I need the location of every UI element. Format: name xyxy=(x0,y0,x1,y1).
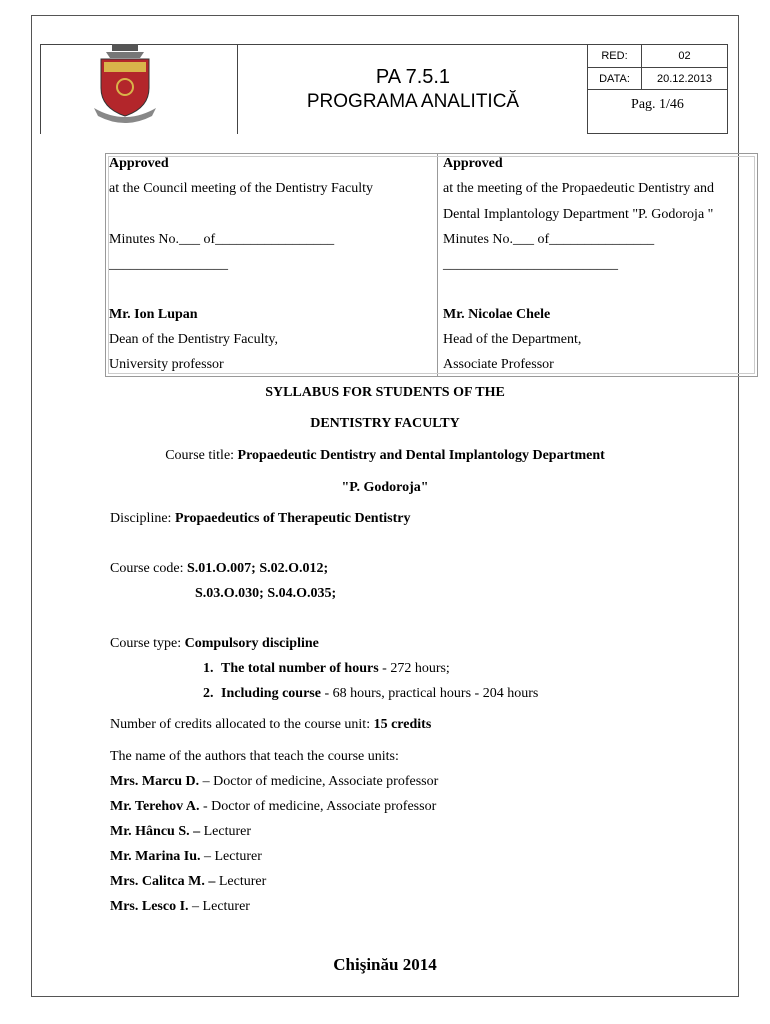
approval-left-signature-line: _________________ xyxy=(109,257,228,272)
author-item xyxy=(110,774,438,790)
data-label: DATA: xyxy=(599,73,630,85)
approval-left-name: Mr. Ion Lupan xyxy=(109,307,198,322)
author-name: Mr. Terehov A. xyxy=(110,799,200,814)
author-item xyxy=(110,799,436,815)
course-title xyxy=(31,448,739,464)
hours-item-number: 1. xyxy=(203,661,214,676)
crest-band xyxy=(104,62,146,72)
approval-right-name: Mr. Nicolae Chele xyxy=(443,307,551,322)
approvals-table xyxy=(105,153,758,377)
credits xyxy=(110,717,431,733)
author-description: - Doctor of medicine, Associate professor xyxy=(199,799,437,814)
discipline-label: Discipline: xyxy=(110,511,175,526)
approval-right-minutes: Minutes No.___ of_______________ xyxy=(443,232,655,247)
approval-right-heading: Approved xyxy=(443,156,503,171)
author-name: Mrs. Calitca M. – xyxy=(110,874,216,889)
data-value: 20.12.2013 xyxy=(656,73,713,85)
approval-right-meeting: at the meeting of the Propaedeutic Dentistry and xyxy=(443,181,714,196)
author-item xyxy=(110,849,262,865)
course-code-value1: S.01.O.007; S.02.O.012; xyxy=(186,561,329,576)
hours-item-value: - 68 hours, practical hours - 204 hours xyxy=(320,686,539,701)
hours-item-value: - 272 hours; xyxy=(378,661,450,676)
author-name: Mr. Marina Iu. xyxy=(110,849,201,864)
red-value: 02 xyxy=(678,50,691,62)
document-code: PA 7.5.1 xyxy=(375,66,451,88)
author-description: Lecturer xyxy=(200,824,252,839)
discipline xyxy=(110,511,410,527)
crest-roof xyxy=(106,52,144,58)
hours-item xyxy=(203,686,538,702)
syllabus-title-line2: DENTISTRY FACULTY xyxy=(310,416,460,431)
course-title-value: Propaedeutic Dentistry and Dental Implantology Department xyxy=(237,448,605,463)
author-description: – Lecturer xyxy=(200,849,262,864)
author-description: – Lecturer xyxy=(188,899,250,914)
author-item xyxy=(110,899,250,915)
approval-left-role: Dean of the Dentistry Faculty, xyxy=(109,332,278,347)
approval-right-role: Head of the Department, xyxy=(443,332,582,347)
course-code-label: Course code: xyxy=(110,561,187,576)
approval-left-council: at the Council meeting of the Dentistry Faculty xyxy=(109,181,373,196)
header-left-border xyxy=(40,44,41,134)
header-divider xyxy=(237,44,238,134)
author-description: Lecturer xyxy=(215,874,267,889)
author-item xyxy=(110,874,266,890)
author-name: Mrs. Lesco I. xyxy=(110,899,189,914)
course-type-value: Compulsory discipline xyxy=(184,636,319,651)
author-name: Mrs. Marcu D. xyxy=(110,774,200,789)
hours-item-label: Including course xyxy=(221,686,321,701)
approval-right-title: Associate Professor xyxy=(443,357,554,372)
page-number: Pag. 1/46 xyxy=(631,97,684,112)
hours-item-label: The total number of hours xyxy=(221,661,379,676)
course-code-value2: S.03.O.030; S.04.O.035; xyxy=(195,586,337,601)
course-title-label: Course title: xyxy=(165,448,238,463)
approvals-divider xyxy=(437,154,438,376)
course-code xyxy=(110,561,328,577)
credits-value: 15 credits xyxy=(373,717,432,732)
approval-right-signature-line: _________________________ xyxy=(443,257,618,272)
approval-right-department: Dental Implantology Department "P. Godoroja " xyxy=(443,207,714,222)
course-title-value2: "P. Godoroja" xyxy=(341,480,429,495)
author-name: Mr. Hâncu S. – xyxy=(110,824,201,839)
footer-city-year: Chişinău 2014 xyxy=(333,955,437,974)
approval-left-title: University professor xyxy=(109,357,224,372)
approval-left-minutes: Minutes No.___ of_________________ xyxy=(109,232,335,247)
discipline-value: Propaedeutics of Therapeutic Dentistry xyxy=(174,511,411,526)
course-type xyxy=(110,636,319,652)
authors-heading: The name of the authors that teach the course units: xyxy=(110,749,399,764)
document-name: PROGRAMA ANALITICĂ xyxy=(306,91,520,112)
approval-left-heading: Approved xyxy=(109,156,169,171)
hours-item xyxy=(203,661,450,677)
hours-item-number: 2. xyxy=(203,686,214,701)
credits-label: Number of credits allocated to the course unit: xyxy=(110,717,374,732)
course-type-label: Course type: xyxy=(110,636,185,651)
university-crest-logo xyxy=(92,42,158,124)
author-item xyxy=(110,824,251,840)
red-label: RED: xyxy=(601,50,628,62)
document-meta-box xyxy=(587,44,728,134)
crest-top-bar xyxy=(112,44,138,51)
author-description: – Doctor of medicine, Associate professor xyxy=(199,774,439,789)
syllabus-title-line1: SYLLABUS FOR STUDENTS OF THE xyxy=(265,385,505,400)
